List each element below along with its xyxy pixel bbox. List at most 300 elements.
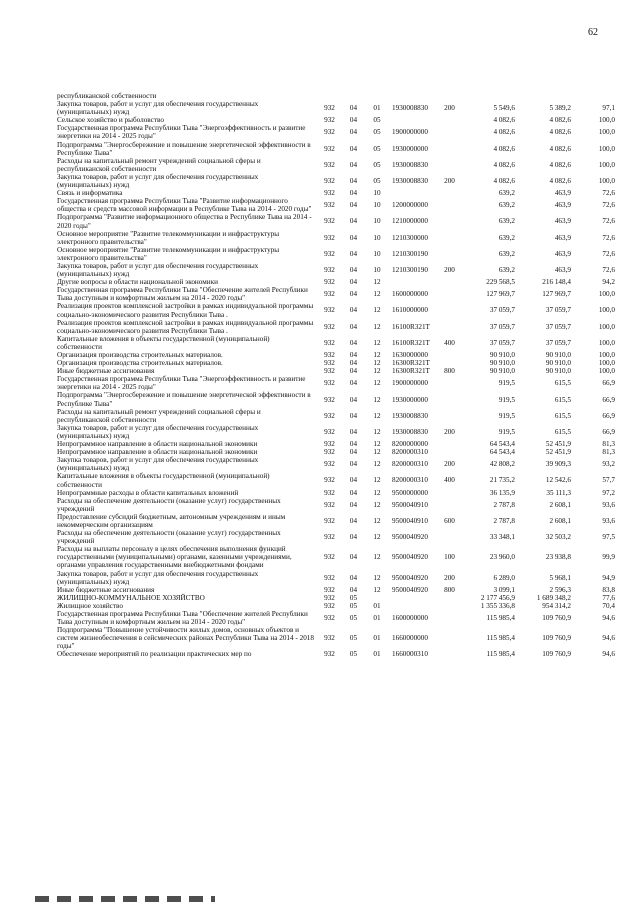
cell-target-article: 9500040910 bbox=[392, 500, 428, 509]
cell-target-article: 9500040920 bbox=[392, 573, 428, 582]
cell-ministry-code: 932 bbox=[324, 500, 335, 509]
cell-section: 04 bbox=[349, 395, 358, 404]
cell-target-article: 1900000000 bbox=[392, 379, 428, 388]
cell-name: Капитальные вложения в объекты государственной (муниципальной) собственности bbox=[57, 472, 270, 489]
cell-target-article: 1930000000 bbox=[392, 395, 428, 404]
cell-name: Закупка товаров, работ и услуг для обеспечения государственных (муниципальных) нужд bbox=[57, 423, 259, 440]
cell-target-article: 1600000000 bbox=[392, 614, 428, 623]
cell-subsection: 12 bbox=[373, 351, 381, 359]
cell-actual: 109 760,9 bbox=[542, 634, 571, 643]
cell-expense-type bbox=[439, 497, 460, 513]
cell-plan: 229 568,5 bbox=[486, 278, 515, 287]
cell-name: Расходы на обеспечение деятельности (оказание услуг) государственных учреждений bbox=[57, 529, 281, 546]
cell-ministry-code: 932 bbox=[324, 601, 335, 610]
cell-name: Иные бюджетные ассигнования bbox=[57, 585, 155, 594]
table-row bbox=[57, 124, 617, 140]
cell-section: 04 bbox=[349, 585, 358, 594]
cell-ministry-code: 932 bbox=[324, 516, 335, 525]
cell-plan: 64 543,4 bbox=[489, 448, 515, 457]
cell-actual: 463,9 bbox=[554, 201, 571, 210]
cell-expense-type: 400 bbox=[444, 476, 455, 485]
cell-target-article: 8200000310 bbox=[392, 460, 428, 469]
cell-expense-type bbox=[439, 124, 460, 140]
cell-subsection bbox=[366, 92, 388, 100]
cell-ministry-code: 932 bbox=[324, 351, 335, 359]
cell-actual: 4 082,6 bbox=[549, 128, 571, 137]
cell-name: Основное мероприятие "Развитие телекоммуникации и инфраструктуры электронного правительства" bbox=[57, 229, 280, 246]
cell-subsection: 05 bbox=[373, 176, 381, 185]
cell-percent: 100,0 bbox=[598, 338, 615, 347]
cell-name: ЖИЛИЩНО-КОММУНАЛЬНОЕ ХОЗЯЙСТВО bbox=[57, 593, 205, 602]
cell-plan: 37 059,7 bbox=[489, 338, 515, 347]
cell-expense-type bbox=[439, 375, 460, 391]
cell-target-article: 9500040920 bbox=[392, 553, 428, 562]
cell-target-article: 8200000000 bbox=[392, 440, 428, 449]
table-row bbox=[57, 626, 617, 650]
cell-percent: 94,6 bbox=[602, 650, 615, 659]
cell-target-article: 1210300190 bbox=[392, 249, 428, 258]
cell-name: Предоставление субсидий бюджетным, автономным учреждениям и иным некоммерческим организациям bbox=[57, 512, 286, 529]
cell-section: 04 bbox=[349, 516, 358, 525]
cell-expense-type: 200 bbox=[444, 104, 455, 113]
cell-percent: 66,9 bbox=[602, 427, 615, 436]
cell-subsection: 01 bbox=[373, 614, 381, 623]
cell-name: Подпрограмма "Развитие информационного общества в Республике Тыва на 2014 - 2020 годы" bbox=[57, 213, 312, 230]
table-row bbox=[57, 230, 617, 246]
cell-percent: 100,0 bbox=[598, 144, 615, 153]
cell-actual: 4 082,6 bbox=[549, 116, 571, 125]
cell-name: Расходы на капитальный ремонт учреждений социальной сферы и республиканской собственности bbox=[57, 407, 261, 424]
budget-table bbox=[57, 92, 617, 659]
cell-section: 04 bbox=[349, 379, 358, 388]
cell-percent: 100,0 bbox=[598, 290, 615, 299]
cell-name: Подпрограмма "Энергосбережение и повышение энергетической эффективности в Республике Тыва" bbox=[57, 391, 311, 408]
cell-ministry-code: 932 bbox=[324, 553, 335, 562]
cell-subsection: 12 bbox=[373, 585, 381, 594]
cell-ministry-code: 932 bbox=[324, 128, 335, 137]
cell-plan: 64 543,4 bbox=[489, 440, 515, 449]
table-row bbox=[57, 173, 617, 189]
cell-ministry-code: 932 bbox=[324, 593, 335, 602]
cell-subsection: 12 bbox=[373, 488, 381, 497]
table-row bbox=[57, 375, 617, 391]
table-row bbox=[57, 92, 617, 100]
cell-ministry-code: 932 bbox=[324, 160, 335, 169]
cell-name: Расходы на капитальный ремонт учреждений социальной сферы и республиканской собственности bbox=[57, 156, 261, 173]
cell-plan: 639,2 bbox=[498, 266, 515, 275]
table-row bbox=[57, 116, 617, 124]
cell-actual: 109 760,9 bbox=[542, 650, 571, 659]
table-row bbox=[57, 456, 617, 472]
cell-actual: 5 968,1 bbox=[549, 573, 571, 582]
table-row bbox=[57, 197, 617, 213]
table-row bbox=[57, 594, 617, 602]
cell-target-article bbox=[388, 602, 439, 610]
cell-plan: 90 910,0 bbox=[489, 351, 515, 359]
cell-subsection: 10 bbox=[373, 217, 381, 226]
cell-percent: 100,0 bbox=[598, 359, 615, 368]
cell-plan: 639,2 bbox=[498, 249, 515, 258]
cell-ministry-code: 932 bbox=[324, 367, 335, 376]
cell-percent: 93,2 bbox=[602, 460, 615, 469]
cell-expense-type: 200 bbox=[444, 176, 455, 185]
cell-name: Непрограммные расходы в области капитальных вложений bbox=[57, 488, 239, 497]
cell-expense-type: 400 bbox=[444, 338, 455, 347]
cell-plan: 37 059,7 bbox=[489, 306, 515, 315]
cell-plan: 2 787,8 bbox=[493, 500, 515, 509]
cell-section: 04 bbox=[349, 488, 358, 497]
cell-ministry-code: 932 bbox=[324, 338, 335, 347]
cell-target-article: 1210000000 bbox=[392, 217, 428, 226]
cell-percent bbox=[571, 92, 617, 100]
cell-name: Реализация проектов комплексной застройки в рамках индивидуальной программы социально-экономического развития Республики Тыва . bbox=[57, 302, 314, 319]
cell-section: 04 bbox=[349, 104, 358, 113]
cell-expense-type bbox=[439, 157, 460, 173]
cell-section: 05 bbox=[349, 601, 358, 610]
cell-plan: 4 082,6 bbox=[493, 144, 515, 153]
cell-subsection: 05 bbox=[373, 128, 381, 137]
cell-percent: 83,8 bbox=[602, 585, 615, 594]
cell-target-article: 9500040920 bbox=[392, 533, 428, 542]
table-row bbox=[57, 529, 617, 545]
cell-ministry-code: 932 bbox=[324, 189, 335, 198]
cell-percent: 94,6 bbox=[602, 614, 615, 623]
cell-name: Обеспечение мероприятий по реализации практических мер по bbox=[57, 650, 252, 659]
cell-target-article: 1660000310 bbox=[392, 650, 428, 659]
cell-section: 04 bbox=[349, 176, 358, 185]
cell-target-article: 1930008830 bbox=[392, 176, 428, 185]
cell-subsection: 10 bbox=[373, 201, 381, 210]
cell-percent: 100,0 bbox=[598, 160, 615, 169]
cell-target-article: 8200000310 bbox=[392, 476, 428, 485]
cell-percent: 97,1 bbox=[602, 104, 615, 113]
cell-subsection: 12 bbox=[373, 322, 381, 331]
cell-actual: 127 969,7 bbox=[542, 290, 571, 299]
cell-expense-type bbox=[439, 448, 460, 456]
cell-section: 04 bbox=[349, 189, 358, 198]
cell-percent: 100,0 bbox=[598, 306, 615, 315]
table-row bbox=[57, 335, 617, 351]
cell-actual bbox=[515, 92, 571, 100]
cell-expense-type bbox=[439, 610, 460, 626]
cell-name: Подпрограмма "Энергосбережение и повышение энергетической эффективности в Республике Тыва" bbox=[57, 140, 311, 157]
cell-target-article: 8200000310 bbox=[392, 448, 428, 457]
cell-actual: 2 608,1 bbox=[549, 500, 571, 509]
cell-subsection: 12 bbox=[373, 290, 381, 299]
cell-ministry-code: 932 bbox=[324, 379, 335, 388]
cell-subsection: 12 bbox=[373, 500, 381, 509]
cell-ministry-code: 932 bbox=[324, 395, 335, 404]
table-row bbox=[57, 497, 617, 513]
cell-plan: 4 082,6 bbox=[493, 128, 515, 137]
cell-expense-type bbox=[439, 116, 460, 124]
cell-section: 04 bbox=[349, 201, 358, 210]
cell-ministry-code: 932 bbox=[324, 359, 335, 368]
table-row bbox=[57, 440, 617, 448]
table-row bbox=[57, 189, 617, 197]
cell-percent: 99,9 bbox=[602, 553, 615, 562]
cell-subsection: 10 bbox=[373, 249, 381, 258]
table-row bbox=[57, 650, 617, 658]
cell-expense-type: 200 bbox=[444, 427, 455, 436]
cell-subsection: 12 bbox=[373, 379, 381, 388]
cell-actual: 52 451,9 bbox=[545, 448, 571, 457]
cell-plan: 90 910,0 bbox=[489, 367, 515, 376]
cell-section: 04 bbox=[349, 460, 358, 469]
table-row bbox=[57, 141, 617, 157]
cell-name: Основное мероприятие "Развитие телекоммуникации и инфраструктуры электронного правительства" bbox=[57, 245, 280, 262]
cell-target-article: 16300R321T bbox=[392, 359, 430, 368]
cell-percent: 81,3 bbox=[602, 448, 615, 457]
cell-subsection: 12 bbox=[373, 359, 381, 368]
cell-name: Расходы на выплаты персоналу в целях обеспечения выполнения функций государственными (муниципальными) органами, казенными учреждениями, органами управления государственными внебюджетными фондами bbox=[57, 545, 292, 570]
cell-section: 04 bbox=[349, 322, 358, 331]
cell-section: 04 bbox=[349, 367, 358, 376]
cell-section: 05 bbox=[349, 593, 358, 602]
cell-section: 04 bbox=[349, 116, 358, 125]
cell-section: 04 bbox=[349, 290, 358, 299]
cell-percent: 94,6 bbox=[602, 634, 615, 643]
cell-subsection: 12 bbox=[373, 278, 381, 287]
cell-subsection: 12 bbox=[373, 460, 381, 469]
cell-expense-type bbox=[439, 197, 460, 213]
cell-percent: 66,9 bbox=[602, 379, 615, 388]
cell-ministry-code: 932 bbox=[324, 266, 335, 275]
cell-ministry-code: 932 bbox=[324, 290, 335, 299]
table-row bbox=[57, 472, 617, 488]
cell-actual: 37 059,7 bbox=[545, 338, 571, 347]
cell-subsection: 12 bbox=[373, 427, 381, 436]
cell-target-article bbox=[388, 278, 439, 286]
cell-plan: 6 289,0 bbox=[493, 573, 515, 582]
cell-target-article: 1930008830 bbox=[392, 427, 428, 436]
cell-section: 04 bbox=[349, 306, 358, 315]
cell-subsection: 01 bbox=[373, 634, 381, 643]
cell-subsection: 05 bbox=[373, 160, 381, 169]
cell-ministry-code: 932 bbox=[324, 460, 335, 469]
cell-section: 04 bbox=[349, 233, 358, 242]
cell-ministry-code: 932 bbox=[324, 176, 335, 185]
cell-subsection: 05 bbox=[373, 116, 381, 125]
cell-target-article: 1930000000 bbox=[392, 144, 428, 153]
cell-actual: 463,9 bbox=[554, 266, 571, 275]
cell-plan: 36 135,9 bbox=[489, 488, 515, 497]
cell-name: Иные бюджетные ассигнования bbox=[57, 367, 155, 376]
cell-plan: 115 985,4 bbox=[486, 614, 515, 623]
cell-subsection: 12 bbox=[373, 476, 381, 485]
cell-section: 04 bbox=[349, 266, 358, 275]
cell-ministry-code: 932 bbox=[324, 573, 335, 582]
cell-name: Расходы на обеспечение деятельности (оказание услуг) государственных учреждений bbox=[57, 496, 281, 513]
cell-section: 05 bbox=[349, 650, 358, 659]
cell-expense-type bbox=[439, 213, 460, 229]
cell-target-article: 16100R321T bbox=[392, 338, 430, 347]
cell-expense-type: 200 bbox=[444, 460, 455, 469]
cell-actual: 4 082,6 bbox=[549, 144, 571, 153]
cell-actual: 463,9 bbox=[554, 249, 571, 258]
cell-section: 05 bbox=[349, 634, 358, 643]
cell-name: Сельское хозяйство и рыболовство bbox=[57, 116, 164, 125]
cell-actual: 12 542,6 bbox=[545, 476, 571, 485]
cell-name: Капитальные вложения в объекты государственной (муниципальной) собственности bbox=[57, 334, 270, 351]
cell-section: 04 bbox=[349, 249, 358, 258]
cell-expense-type bbox=[439, 189, 460, 197]
cell-section: 04 bbox=[349, 427, 358, 436]
cell-ministry-code bbox=[318, 92, 341, 100]
table-row bbox=[57, 157, 617, 173]
cell-plan: 639,2 bbox=[498, 189, 515, 198]
cell-name: Государственная программа Республики Тыва "Обеспечение жителей Республики Тыва доступным и комфортным жильем на 2014 - 2020 годы" bbox=[57, 610, 308, 627]
cell-actual: 615,5 bbox=[554, 379, 571, 388]
cell-actual: 615,5 bbox=[554, 427, 571, 436]
cell-percent: 72,6 bbox=[602, 266, 615, 275]
cell-target-article: 16300R321T bbox=[392, 367, 430, 376]
cell-subsection: 12 bbox=[373, 440, 381, 449]
cell-ministry-code: 932 bbox=[324, 278, 335, 287]
cell-subsection: 01 bbox=[373, 104, 381, 113]
table-row bbox=[57, 424, 617, 440]
table-row bbox=[57, 367, 617, 375]
cell-expense-type bbox=[439, 278, 460, 286]
cell-actual: 90 910,0 bbox=[545, 359, 571, 368]
cell-target-article bbox=[388, 189, 439, 197]
cell-section: 04 bbox=[349, 351, 358, 359]
cell-expense-type: 200 bbox=[444, 266, 455, 275]
cell-subsection: 01 bbox=[373, 601, 381, 610]
cell-plan: 115 985,4 bbox=[486, 634, 515, 643]
cell-actual: 37 059,7 bbox=[545, 322, 571, 331]
table-row bbox=[57, 610, 617, 626]
cell-percent: 97,5 bbox=[602, 533, 615, 542]
cell-subsection: 12 bbox=[373, 367, 381, 376]
cell-plan: 639,2 bbox=[498, 201, 515, 210]
cell-actual: 37 059,7 bbox=[545, 306, 571, 315]
cell-target-article: 1200000000 bbox=[392, 201, 428, 210]
cell-expense-type bbox=[439, 408, 460, 424]
cell-subsection: 01 bbox=[373, 650, 381, 659]
cell-target-article: 1610000000 bbox=[392, 306, 428, 315]
cell-ministry-code: 932 bbox=[324, 217, 335, 226]
cell-percent: 72,6 bbox=[602, 233, 615, 242]
cell-target-article: 1660000000 bbox=[392, 634, 428, 643]
cell-percent: 100,0 bbox=[598, 128, 615, 137]
cell-ministry-code: 932 bbox=[324, 585, 335, 594]
cell-target-article: 1210300190 bbox=[392, 266, 428, 275]
cell-actual: 2 596,3 bbox=[549, 585, 571, 594]
cell-target-article: 1600000000 bbox=[392, 290, 428, 299]
cell-expense-type bbox=[439, 529, 460, 545]
cell-target-article bbox=[388, 594, 439, 602]
cell-percent: 100,0 bbox=[598, 351, 615, 359]
cell-ministry-code: 932 bbox=[324, 488, 335, 497]
cell-plan: 4 082,6 bbox=[493, 116, 515, 125]
cell-target-article: 1900000000 bbox=[392, 128, 428, 137]
cell-expense-type: 200 bbox=[444, 573, 455, 582]
cell-section: 04 bbox=[349, 338, 358, 347]
cell-actual: 463,9 bbox=[554, 217, 571, 226]
cell-percent: 97,2 bbox=[602, 488, 615, 497]
table-row bbox=[57, 545, 617, 569]
cell-expense-type bbox=[439, 650, 460, 658]
cell-plan bbox=[460, 92, 515, 100]
cell-percent: 77,6 bbox=[602, 593, 615, 602]
cell-section: 04 bbox=[349, 217, 358, 226]
cell-expense-type bbox=[439, 594, 460, 602]
cell-actual: 4 082,6 bbox=[549, 160, 571, 169]
cell-name: Закупка товаров, работ и услуг для обеспечения государственных (муниципальных) нужд bbox=[57, 261, 259, 279]
cell-section: 04 bbox=[349, 553, 358, 562]
cell-subsection: 12 bbox=[373, 448, 381, 457]
table-row bbox=[57, 246, 617, 262]
cell-percent: 70,4 bbox=[602, 601, 615, 610]
cell-name: Организация производства строительных материалов. bbox=[57, 359, 223, 368]
cell-actual: 216 148,4 bbox=[542, 278, 571, 287]
cell-name: Другие вопросы в области национальной экономики bbox=[57, 278, 218, 287]
cell-subsection: 12 bbox=[373, 516, 381, 525]
cell-plan: 2 177 456,9 bbox=[480, 593, 515, 602]
cell-actual: 954 314,2 bbox=[542, 601, 571, 610]
cell-expense-type: 800 bbox=[444, 367, 455, 376]
cell-section: 04 bbox=[349, 278, 358, 287]
cell-name: Закупка товаров, работ и услуг для обеспечения государственных (муниципальных) нужд bbox=[57, 172, 259, 190]
cell-plan: 4 082,6 bbox=[493, 160, 515, 169]
cell-subsection: 12 bbox=[373, 395, 381, 404]
cell-plan: 90 910,0 bbox=[489, 359, 515, 368]
cell-subsection: 12 bbox=[373, 338, 381, 347]
cell-subsection: 12 bbox=[373, 411, 381, 420]
cell-actual: 1 689 348,2 bbox=[536, 593, 571, 602]
table-row bbox=[57, 570, 617, 586]
table-row bbox=[57, 278, 617, 286]
cell-ministry-code: 932 bbox=[324, 201, 335, 210]
cell-name: Закупка товаров, работ и услуг для обеспечения государственных (муниципальных) нужд bbox=[57, 569, 259, 586]
cell-ministry-code: 932 bbox=[324, 104, 335, 113]
table-row bbox=[57, 391, 617, 407]
cell-ministry-code: 932 bbox=[324, 614, 335, 623]
cell-target-article: 9500040910 bbox=[392, 516, 428, 525]
cell-plan: 23 960,0 bbox=[489, 553, 515, 562]
cell-section: 04 bbox=[349, 573, 358, 582]
cell-plan: 639,2 bbox=[498, 217, 515, 226]
cell-plan: 115 985,4 bbox=[486, 650, 515, 659]
cell-expense-type bbox=[439, 440, 460, 448]
cell-expense-type bbox=[439, 351, 460, 359]
cell-percent: 57,7 bbox=[602, 476, 615, 485]
cell-percent: 72,6 bbox=[602, 201, 615, 210]
cell-subsection: 12 bbox=[373, 306, 381, 315]
cell-plan: 919,5 bbox=[498, 395, 515, 404]
cell-ministry-code: 932 bbox=[324, 427, 335, 436]
cell-ministry-code: 932 bbox=[324, 233, 335, 242]
cell-ministry-code: 932 bbox=[324, 476, 335, 485]
cell-subsection: 10 bbox=[373, 266, 381, 275]
cell-expense-type bbox=[439, 286, 460, 302]
cell-name: Непрограммное направление в области национальной экономики bbox=[57, 448, 258, 457]
cell-actual: 463,9 bbox=[554, 233, 571, 242]
cell-expense-type bbox=[439, 359, 460, 367]
cell-percent: 93,6 bbox=[602, 516, 615, 525]
cell-section: 04 bbox=[349, 440, 358, 449]
cell-plan: 127 969,7 bbox=[486, 290, 515, 299]
cell-name: республиканской собственности bbox=[57, 92, 157, 100]
cell-subsection: 12 bbox=[373, 573, 381, 582]
cell-expense-type: 600 bbox=[444, 516, 455, 525]
cell-plan: 919,5 bbox=[498, 411, 515, 420]
cell-percent: 94,2 bbox=[602, 278, 615, 287]
cell-plan: 2 787,8 bbox=[493, 516, 515, 525]
cell-name: Государственная программа Республики Тыва "Энергоэффективность и развитие энергетики на 2014 - 2025 годы" bbox=[57, 375, 306, 392]
cell-section: 04 bbox=[349, 160, 358, 169]
